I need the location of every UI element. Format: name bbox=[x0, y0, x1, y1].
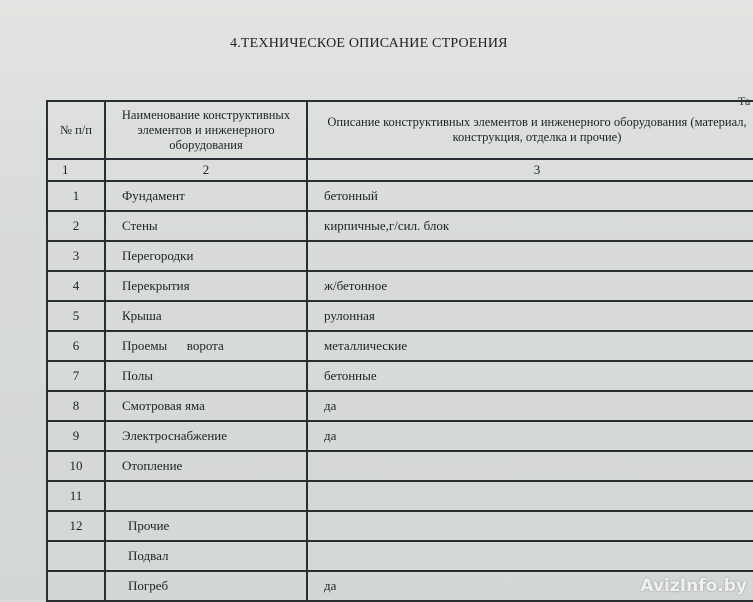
row-element-name bbox=[105, 481, 307, 511]
row-description: бетонный bbox=[307, 181, 753, 211]
row-description bbox=[307, 241, 753, 271]
row-element-name: Проемы ворота bbox=[105, 331, 307, 361]
table-header-row bbox=[47, 101, 753, 159]
row-number: 5 bbox=[47, 301, 105, 331]
row-element-name: Перегородки bbox=[105, 241, 307, 271]
row-description: да bbox=[307, 391, 753, 421]
table-row bbox=[47, 211, 753, 241]
table-row bbox=[47, 181, 753, 211]
table-row bbox=[47, 541, 753, 571]
row-element-name: Крыша bbox=[105, 301, 307, 331]
row-description: рулонная bbox=[307, 301, 753, 331]
header-number-text: № п/п bbox=[60, 122, 92, 137]
header-element-name bbox=[105, 101, 307, 159]
row-number: 10 bbox=[47, 451, 105, 481]
row-element-name: Подвал bbox=[105, 541, 307, 571]
row-element-name: Прочие bbox=[105, 511, 307, 541]
row-number: 11 bbox=[47, 481, 105, 511]
header-description-text: Описание конструктивных элементов и инженерного оборудования (материал, конструкция, отделка и прочие) bbox=[327, 115, 747, 144]
site-watermark: AvizInfo.by bbox=[640, 576, 747, 596]
row-element-name: Стены bbox=[105, 211, 307, 241]
table-row bbox=[47, 241, 753, 271]
row-element-name: Электроснабжение bbox=[105, 421, 307, 451]
row-number: 2 bbox=[47, 211, 105, 241]
column-number: 1 bbox=[47, 159, 105, 181]
row-description: да bbox=[307, 571, 753, 601]
table-row bbox=[47, 331, 753, 361]
row-number: 1 bbox=[47, 181, 105, 211]
row-element-name: Погреб bbox=[105, 571, 307, 601]
header-element-name-text: Наименование конструктивных элементов и инженерного оборудования bbox=[121, 107, 291, 152]
row-description: ж/бетонное bbox=[307, 271, 753, 301]
table-row bbox=[47, 511, 753, 541]
row-number: 4 bbox=[47, 271, 105, 301]
column-number: 2 bbox=[105, 159, 307, 181]
row-element-name: Отопление bbox=[105, 451, 307, 481]
row-number bbox=[47, 571, 105, 601]
row-description: бетонные bbox=[307, 361, 753, 391]
row-number: 12 bbox=[47, 511, 105, 541]
table-corner-label: Та bbox=[738, 94, 751, 108]
table-row bbox=[47, 301, 753, 331]
column-number-row bbox=[47, 159, 753, 181]
row-element-name: Смотровая яма bbox=[105, 391, 307, 421]
table-row bbox=[47, 361, 753, 391]
row-description: металлические bbox=[307, 331, 753, 361]
page-title: 4.ТЕХНИЧЕСКОЕ ОПИСАНИЕ СТРОЕНИЯ bbox=[230, 36, 508, 51]
row-description bbox=[307, 541, 753, 571]
row-element-name: Фундамент bbox=[105, 181, 307, 211]
row-element-name: Полы bbox=[105, 361, 307, 391]
table-row bbox=[47, 421, 753, 451]
row-number: 9 bbox=[47, 421, 105, 451]
table-row bbox=[47, 451, 753, 481]
row-description bbox=[307, 481, 753, 511]
row-number: 8 bbox=[47, 391, 105, 421]
row-number: 6 bbox=[47, 331, 105, 361]
header-number bbox=[47, 101, 105, 159]
row-description: кирпичные,г/сил. блок bbox=[307, 211, 753, 241]
row-element-name: Перекрытия bbox=[105, 271, 307, 301]
table-row bbox=[47, 481, 753, 511]
technical-description-table bbox=[46, 100, 753, 602]
table-row bbox=[47, 391, 753, 421]
column-number: 3 bbox=[307, 159, 753, 181]
row-description bbox=[307, 511, 753, 541]
row-description: да bbox=[307, 421, 753, 451]
row-number: 3 bbox=[47, 241, 105, 271]
row-number bbox=[47, 541, 105, 571]
row-description bbox=[307, 451, 753, 481]
row-number: 7 bbox=[47, 361, 105, 391]
header-description bbox=[307, 101, 753, 159]
table-row bbox=[47, 271, 753, 301]
